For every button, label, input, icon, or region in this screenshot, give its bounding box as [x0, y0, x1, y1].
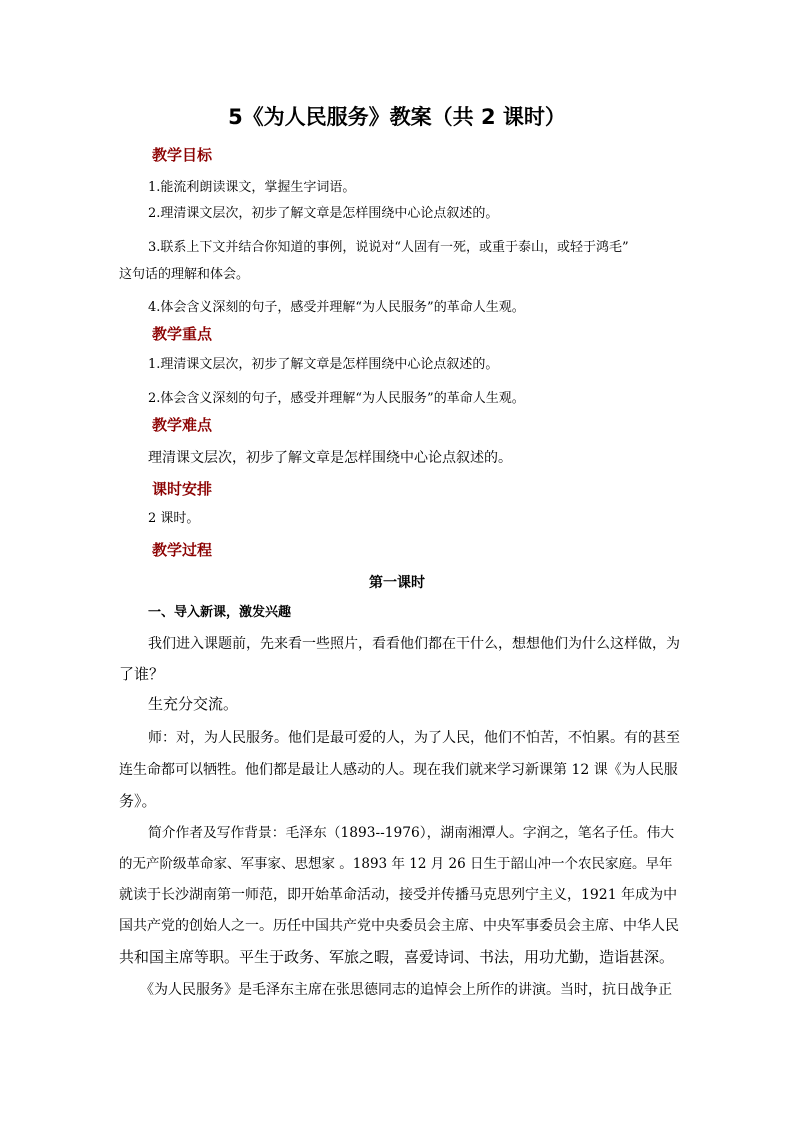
heading-key-points: 教学重点 — [152, 325, 213, 343]
paragraph-line: 务》。 — [119, 792, 157, 810]
paragraph-line: 连生命都可以牺牲。他们都是最让人感动的人。现在我们就来学习新课第 12 课《为人民服 — [119, 762, 678, 778]
heading-schedule: 课时安排 — [152, 480, 213, 498]
key-point-1: 1.理清课文层次，初步了解文章是怎样围绕中心论点叙述的。 — [148, 357, 499, 372]
goal-item-3-cont: 这句话的理解和体会。 — [119, 267, 250, 282]
page-title: 5《为人民服务》教案（共 2 课时） — [228, 105, 566, 129]
schedule-text: 2 课时。 — [148, 511, 200, 526]
heading-process: 教学过程 — [152, 541, 213, 559]
key-point-2: 2.体会含义深刻的句子，感受并理解“为人民服务”的革命人生观。 — [148, 391, 525, 406]
paragraph-line: 的无产阶级革命家、军事家、思想家 。1893 年 12 月 26 日生于韶山冲一个农民家庭。早年 — [119, 856, 673, 872]
paragraph-line: 简介作者及写作背景：毛泽东（1893--1976），湖南湘潭人。字润之，笔名子任。伟大 — [148, 825, 675, 841]
goal-item-4: 4.体会含义深刻的句子，感受并理解“为人民服务”的革命人生观。 — [148, 300, 525, 315]
difficulty-text: 理清课文层次，初步了解文章是怎样围绕中心论点叙述的。 — [148, 450, 512, 466]
paragraph-line: 就读于长沙湖南第一师范，即开始革命活动，接受并传播马克思列宁主义，1921 年成为中 — [119, 887, 678, 903]
paragraph-line: 《为人民服务》是毛泽东主席在张思德同志的追悼会上所作的讲演。当时，抗日战争正 — [140, 982, 672, 998]
paragraph-line: 共和国主席等职。平生于政务、军旅之暇，喜爱诗词、书法，用功尤勤，造诣甚深。 — [119, 948, 675, 966]
goal-item-3: 3.联系上下文并结合你知道的事例，说说对“人固有一死，或重于泰山，或轻于鸿毛” — [148, 240, 629, 255]
lesson-title: 第一课时 — [369, 575, 425, 591]
step1-title: 一、导入新课，激发兴趣 — [148, 605, 292, 620]
paragraph-line: 了谁？ — [119, 665, 165, 683]
heading-difficulty: 教学难点 — [152, 416, 213, 434]
heading-goals: 教学目标 — [152, 146, 213, 164]
paragraph-line: 我们进入课题前，先来看一些照片，看看他们都在干什么，想想他们为什么这样做，为 — [148, 636, 680, 652]
paragraph-line: 师：对，为人民服务。他们是最可爱的人，为了人民，他们不怕苦，不怕累。有的甚至 — [148, 730, 680, 746]
paragraph-line: 国共产党的创始人之一。历任中国共产党中央委员会主席、中央军事委员会主席、中华人民 — [119, 918, 679, 934]
goal-item-1: 1.能流利朗读课文，掌握生字词语。 — [148, 180, 356, 195]
paragraph-line: 生充分交流。 — [148, 695, 239, 713]
goal-item-2: 2.理清课文层次，初步了解文章是怎样围绕中心论点叙述的。 — [148, 206, 499, 221]
